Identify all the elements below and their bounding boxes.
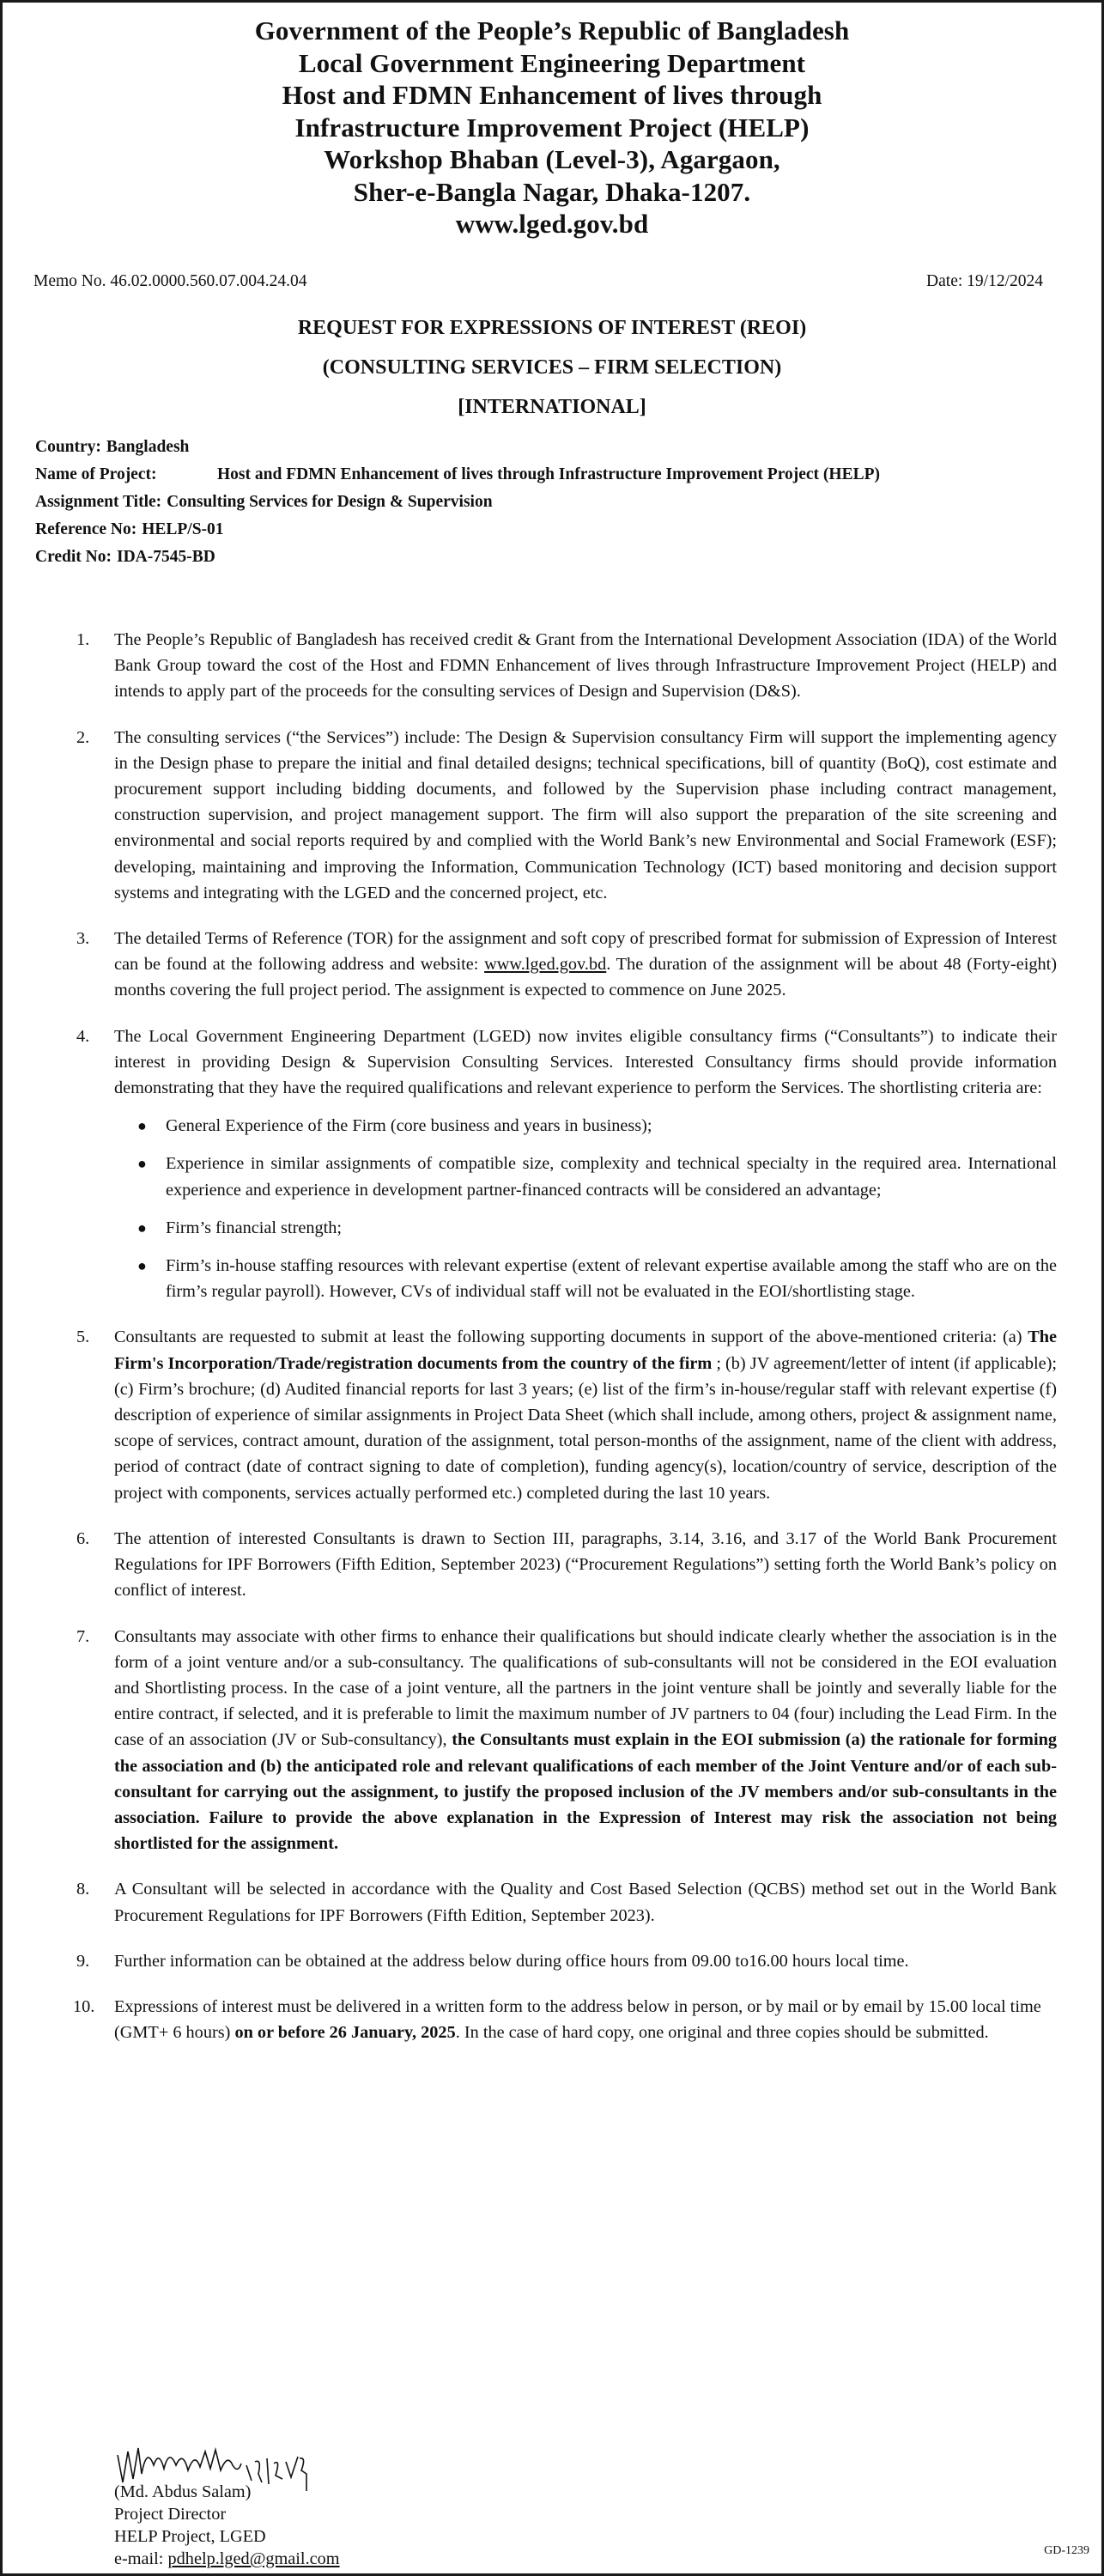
bullet-icon: ● — [137, 1155, 147, 1173]
meta-reference-value: HELP/S-01 — [142, 520, 224, 538]
criteria-text: General Experience of the Firm (core business and years in business); — [166, 1116, 652, 1136]
meta-assignment — [35, 489, 1050, 514]
clause-number: 5. — [76, 1327, 90, 1347]
clause-text-part: Consultants are requested to submit at least the following supporting documents in support of the above-mentioned criteria: (a) — [114, 1327, 1028, 1347]
clause-text-part: The detailed Terms of Reference (TOR) for the assignment and soft copy of prescribed format for submission of Expression of Interest can be found at the following address and website: — [114, 929, 1057, 975]
clause-number: 10. — [73, 1996, 95, 2016]
clause-text-part: . The duration of the assignment will be about 48 (Forty-eight) months covering the full project period. The assignment is expected to commence on June 2025. — [114, 955, 1058, 1000]
clause-2 — [3, 725, 1101, 906]
letterhead-website: www.lged.gov.bd — [455, 209, 649, 239]
clause-5 — [3, 1324, 1101, 1505]
clause-text-part: Expressions of interest must be delivered in a written form to the address below in person, or by mail or by email by 15.00 local time (GMT+ 6 hours) — [114, 1996, 1041, 2043]
memo-number: Memo No. 46.02.0000.560.07.004.24.04 — [33, 272, 307, 290]
clause-number: 8. — [76, 1880, 90, 1899]
clause-text-emphasis: The Firm's Incorporation/Trade/registration documents from the country of the firm — [114, 1327, 1057, 1373]
clause-text: The People’s Republic of Bangladesh has received credit & Grant from the International Development Association (IDA) of the World Bank Group toward the cost of the Host and FDMN Enhancement of lives through Infrastructure Improvement Project (HELP) and intends to apply part of the proceeds for the consulting services of Design and Supervision (D&S). — [114, 630, 1057, 702]
shortlisting-criteria-list — [114, 1113, 1057, 1304]
clause-text — [114, 926, 1057, 1004]
clause-number: 6. — [76, 1528, 90, 1548]
bullet-icon: ● — [137, 1257, 147, 1275]
letterhead-line-department: Local Government Engineering Department — [298, 47, 806, 78]
clause-number: 4. — [76, 1026, 90, 1046]
clause-text: Further information can be obtained at the address below during office hours from 09.00 to16.00 hours local time. — [114, 1951, 909, 1971]
clause-10 — [3, 1994, 1101, 2045]
clause-number: 9. — [76, 1951, 90, 1971]
criteria-item — [114, 1215, 1057, 1241]
criteria-item — [114, 1151, 1057, 1202]
meta-assignment-label: Assignment Title: — [35, 493, 162, 511]
clause-number: 2. — [76, 727, 90, 747]
lged-website-link[interactable]: www.lged.gov.bd — [484, 955, 607, 975]
memo-date: Date: 19/12/2024 — [926, 272, 1043, 290]
clause-7 — [3, 1624, 1101, 1857]
meta-reference — [35, 517, 1050, 542]
signatory-office: HELP Project, LGED — [114, 2527, 266, 2546]
clause-9 — [3, 1948, 1101, 1974]
bullet-icon: ● — [137, 1117, 147, 1135]
signature-space — [114, 2424, 340, 2481]
meta-project-value: Host and FDMN Enhancement of lives through Infrastructure Improvement Project (HELP) — [217, 465, 880, 483]
clause-number: 3. — [76, 929, 90, 949]
clause-8 — [3, 1876, 1101, 1928]
notice-scope: [INTERNATIONAL] — [458, 396, 646, 418]
clause-text-part: . In the case of hard copy, one original and three copies should be submitted. — [455, 2023, 989, 2043]
criteria-text: Experience in similar assignments of compatible size, complexity and technical specialty in the required area. International experience and experience in development partner-financed contracts will be considered an advantage; — [166, 1154, 1057, 1200]
criteria-item — [114, 1113, 1057, 1139]
letterhead — [3, 15, 1101, 240]
numbered-clauses — [3, 627, 1101, 2065]
criteria-item — [114, 1253, 1057, 1304]
signatory-title: Project Director — [114, 2505, 227, 2524]
letterhead-line-project-2: Infrastructure Improvement Project (HELP) — [294, 112, 810, 143]
clause-text: A Consultant will be selected in accordance with the Quality and Cost Based Selection (QCBS) method set out in the World Bank Procurement Regulations for IPF Borrowers (Fifth Edition, September 2023). — [114, 1880, 1057, 1925]
clause-text: The attention of interested Consultants is drawn to Section III, paragraphs, 3.14, 3.16, and 3.17 of the World Bank Procurement Regulations for IPF Borrowers (Fifth Edition, September 2023) (“Procurement Regulations”) setting forth the World Bank’s policy on conflict of interest. — [114, 1528, 1057, 1601]
submission-deadline: on or before 26 January, 2025 — [234, 2023, 456, 2043]
email-label: e-mail: — [114, 2549, 168, 2568]
clause-text — [114, 1624, 1057, 1857]
meta-country-value: Bangladesh — [106, 438, 190, 456]
clause-text-emphasis: the Consultants must explain in the EOI submission (a) the rationale for forming the association and (b) the anticipated role and relevant qualifications of each member of the Joint Venture and/or of each sub-consultant for carrying out the assignment, to justify the proposed inclusion of the JV members and/or sub-consultants in the association. Failure to provide the above explanation in the Expression of Interest may risk the association not being shortlisted for the assignment. — [114, 1730, 1058, 1854]
meta-credit-label: Credit No: — [35, 548, 112, 566]
clause-number: 7. — [76, 1626, 90, 1646]
meta-project — [35, 462, 1050, 487]
memo-row — [33, 270, 1043, 293]
bullet-icon: ● — [137, 1218, 147, 1236]
clause-number: 1. — [76, 630, 90, 649]
clause-1 — [3, 627, 1101, 705]
letterhead-line-address-1: Workshop Bhaban (Level-3), Agargaon, — [324, 144, 780, 174]
meta-assignment-value: Consulting Services for Design & Supervision — [167, 493, 493, 511]
footer-code: GD-1239 — [1044, 2544, 1089, 2557]
meta-credit-value: IDA-7545-BD — [117, 548, 215, 566]
meta-country-label: Country: — [35, 438, 101, 456]
meta-project-label: Name of Project: — [35, 465, 157, 483]
meta-reference-label: Reference No: — [35, 520, 137, 538]
clause-3 — [3, 926, 1101, 1004]
notice-subtitle: (CONSULTING SERVICES – FIRM SELECTION) — [322, 356, 782, 379]
clause-text — [114, 1324, 1057, 1505]
meta-credit — [35, 544, 1050, 569]
clause-text — [114, 1994, 1057, 2045]
notice-meta — [35, 434, 1050, 572]
meta-country — [35, 434, 1050, 459]
criteria-text: Firm’s in-house staffing resources with relevant expertise (extent of relevant expertise available among the staff who are on the firm’s regular payroll). However, CVs of individual staff will not be evaluated in the EOI/shortlisting stage. — [166, 1256, 1057, 1302]
letterhead-line-project-1: Host and FDMN Enhancement of lives through — [282, 80, 822, 110]
letterhead-line-address-2: Sher-e-Bangla Nagar, Dhaka-1207. — [353, 176, 751, 207]
signatory-email-row — [114, 2548, 340, 2570]
signatory-name: (Md. Abdus Salam) — [114, 2482, 252, 2501]
notice-titles — [3, 308, 1101, 427]
clause-text: The consulting services (“the Services”) include: The Design & Supervision consultancy Firm will support the implementing agency in the Design phase to prepare the initial and final detailed designs; technical specifications, bill of quantity (BoQ), cost estimate and procurement support including bidding documents, and followed by the Supervision phase including contract management, construction supervision, and project management support. The firm will also support the preparation of the site screening and environmental and social reports required by and complied with the World Bank’s new Environmental and Social Framework (ESF); developing, maintaining and improving the Information, Communication Technology (ICT) based monitoring and decision support systems and integrating with the LGED and the concerned project, etc. — [114, 727, 1057, 902]
notice-title: REQUEST FOR EXPRESSIONS OF INTEREST (REOI) — [297, 317, 807, 339]
clause-6 — [3, 1526, 1101, 1604]
clause-text: The Local Government Engineering Department (LGED) now invites eligible consultancy firms (“Consultants”) to indicate their interest in providing Design & Supervision Consulting Services. Interested Consultancy firms should provide information demonstrating that they have the required qualifications and relevant experience to perform the Services. The shortlisting criteria are: — [114, 1026, 1057, 1098]
clause-4 — [3, 1024, 1101, 1305]
criteria-text: Firm’s financial strength; — [166, 1218, 343, 1237]
signature-block — [114, 2424, 340, 2570]
clause-text-part: ; (b) JV agreement/letter of intent (if applicable); (c) Firm’s brochure; (d) Audited financial reports for last 3 years; (e) list of the firm’s in-house/regular staff with relevant expertise (f) description of experience of similar assignments in Project Data Sheet (which shall include, among others, project & assignment name, scope of services, contract amount, duration of the assignment, total person-months of the assignment, name of the client with address, period of contract (date of contract signing to date of completion), funding agency(s), location/country of service, description of the project with components, services actually performed etc.) completed during the last 10 years. — [114, 1353, 1057, 1503]
clause-text-part: Consultants may associate with other firms to enhance their qualifications but should indicate clearly whether the association is in the form of a joint venture and/or a sub-consultancy. The qualifications of sub-consultants will not be considered in the EOI evaluation and Shortlisting process. In the case of a joint venture, all the partners in the joint venture shall be jointly and severally liable for the entire contract, if selected, and it is preferable to limit the maximum number of JV partners to 04 (four) including the Lead Firm. In the case of an association (JV or Sub-consultancy), — [114, 1626, 1057, 1750]
letterhead-line-government: Government of the People’s Republic of Bangladesh — [254, 15, 850, 46]
email-link[interactable]: pdhelp.lged@gmail.com — [167, 2549, 340, 2568]
